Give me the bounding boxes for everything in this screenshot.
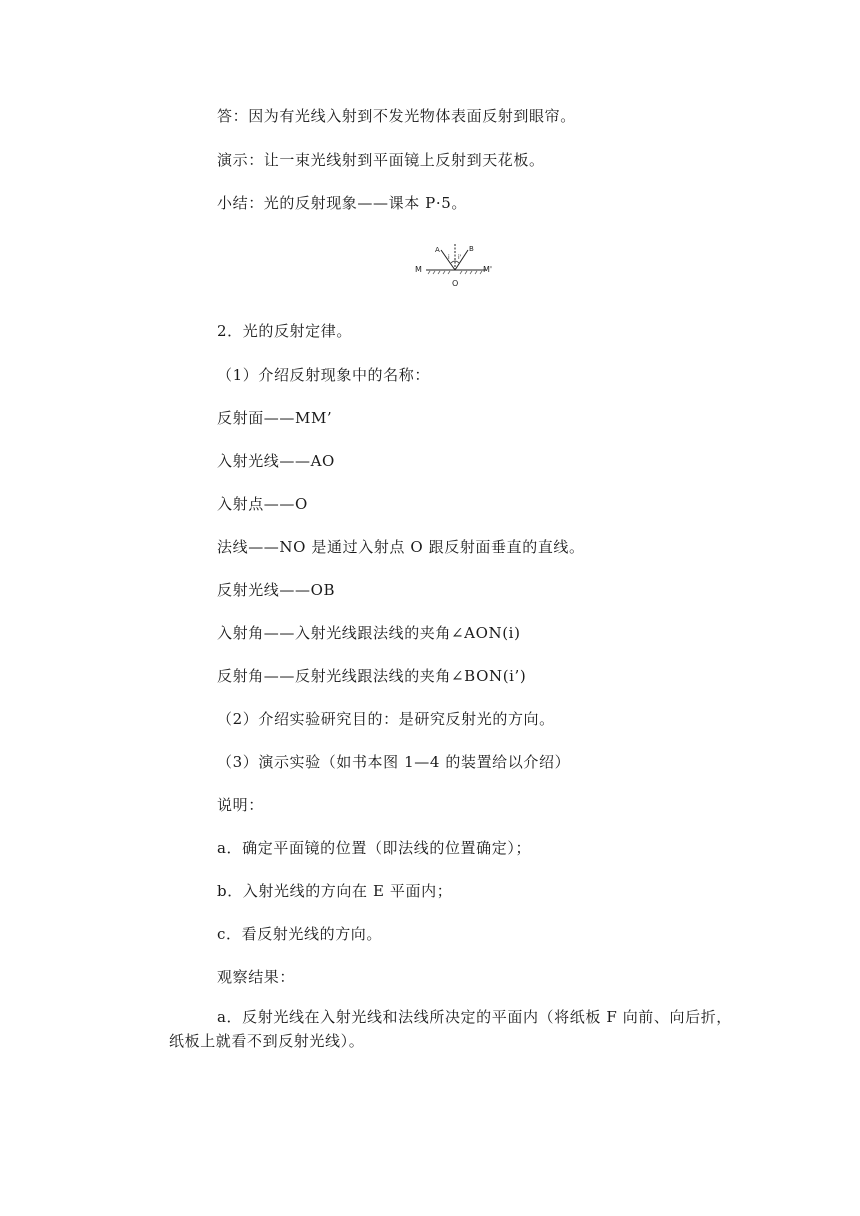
explain-line: 说明： <box>217 796 264 814</box>
mirror-hatching <box>428 271 482 274</box>
observe-line: 观察结果： <box>217 968 296 986</box>
reflection-diagram-svg <box>410 238 500 290</box>
reflected-ray <box>455 250 468 270</box>
incident-ray-line: 入射光线——AO <box>217 452 335 470</box>
reflection-diagram <box>410 238 500 290</box>
label-b: B <box>469 245 474 253</box>
reflect-angle-line: 反射角——反射光线跟法线的夹角∠BON(i’) <box>217 667 527 685</box>
label-m: M <box>415 265 422 274</box>
normal-line-text: 法线——NO 是通过入射点 O 跟反射面垂直的直线。 <box>217 538 585 556</box>
demo-experiment-line: （3）演示实验（如书本图 1—4 的装置给以介绍） <box>217 753 571 771</box>
incident-point-line: 入射点——O <box>217 495 308 513</box>
summary-line: 小结：光的反射现象——课本 P·5。 <box>217 194 467 212</box>
label-o: O <box>452 279 459 288</box>
demo-line: 演示：让一束光线射到平面镜上反射到天花板。 <box>217 151 545 169</box>
answer-line: 答：因为有光线入射到不发光物体表面反射到眼帘。 <box>217 107 576 125</box>
label-i-prime: i' <box>458 254 462 261</box>
result-a-paragraph: a．反射光线在入射光线和法线所决定的平面内（将纸板 F 向前、向后折，纸板上就看不到反射光线）。 <box>169 1008 732 1050</box>
law-heading: 2．光的反射定律。 <box>217 322 352 340</box>
purpose-line: （2）介绍实验研究目的：是研究反射光的方向。 <box>217 710 555 728</box>
label-m-prime: M' <box>483 265 493 274</box>
label-i: i <box>448 254 450 261</box>
reflected-ray-line: 反射光线——OB <box>217 581 336 599</box>
incident-angle-line: 入射角——入射光线跟法线的夹角∠AON(i) <box>217 624 521 642</box>
reflect-angle-arc <box>455 261 459 263</box>
point-b-line: b．入射光线的方向在 E 平面内； <box>217 882 453 900</box>
point-c-line: c．看反射光线的方向。 <box>217 925 383 943</box>
point-a-line: a．确定平面镜的位置（即法线的位置确定）； <box>217 839 532 857</box>
intro-names-line: （1）介绍反射现象中的名称： <box>217 366 430 384</box>
incident-angle-arc <box>451 261 455 263</box>
reflect-surface-line: 反射面——MM’ <box>217 409 333 427</box>
label-a: A <box>435 246 440 254</box>
